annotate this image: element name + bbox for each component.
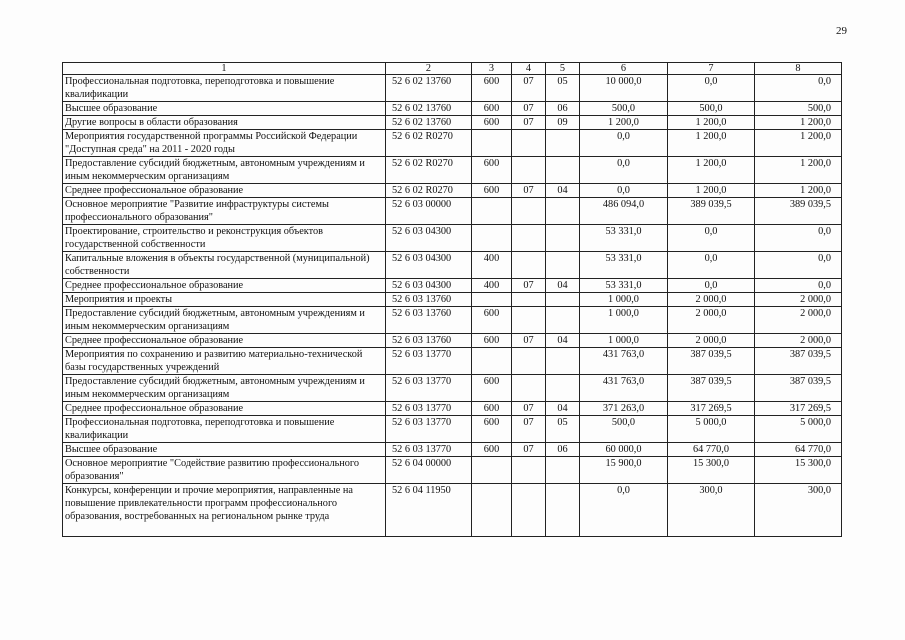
row-col7-cell: 1 200,0: [668, 116, 755, 130]
row-col8-cell: 0,0: [755, 225, 842, 252]
table-row: [63, 293, 842, 307]
row-col8-cell: 1 200,0: [755, 157, 842, 184]
row-col5-cell: 05: [546, 75, 580, 102]
row-col6-cell: 53 331,0: [580, 279, 668, 293]
row-col7-cell: 2 000,0: [668, 307, 755, 334]
row-name-cell: Капитальные вложения в объекты государственной (муниципальной) собственности: [63, 252, 386, 279]
row-col8-cell: 0,0: [755, 75, 842, 102]
row-col5-cell: 06: [546, 443, 580, 457]
row-col3-cell: 600: [472, 402, 512, 416]
row-name-cell: Конкурсы, конференции и прочие мероприятия, направленные на повышение привлекательности программ профессионального образования, востребованных на региональном рынке труда: [63, 484, 386, 537]
row-col6-cell: 371 263,0: [580, 402, 668, 416]
row-col4-cell: 07: [512, 334, 546, 348]
row-col3-cell: [472, 293, 512, 307]
row-col8-cell: 0,0: [755, 279, 842, 293]
table-row: [63, 157, 842, 184]
row-col3-cell: [472, 348, 512, 375]
row-col3-cell: [472, 484, 512, 537]
row-col6-cell: 53 331,0: [580, 225, 668, 252]
row-col5-cell: [546, 457, 580, 484]
table-row: [63, 416, 842, 443]
row-col8-cell: 1 200,0: [755, 130, 842, 157]
row-col4-cell: [512, 484, 546, 537]
row-name-cell: Мероприятия по сохранению и развитию материально-технической базы государственных учреждений: [63, 348, 386, 375]
row-col8-cell: 387 039,5: [755, 348, 842, 375]
row-col5-cell: 04: [546, 279, 580, 293]
row-col4-cell: [512, 457, 546, 484]
row-col4-cell: [512, 307, 546, 334]
row-col5-cell: 05: [546, 416, 580, 443]
row-name-cell: Предоставление субсидий бюджетным, автономным учреждениям и иным некоммерческим организациям: [63, 375, 386, 402]
header-cell-6: 6: [580, 63, 668, 75]
row-code-cell: 52 6 03 13770: [386, 348, 472, 375]
row-col7-cell: 387 039,5: [668, 375, 755, 402]
row-col5-cell: [546, 198, 580, 225]
row-col6-cell: 0,0: [580, 484, 668, 537]
row-col6-cell: 0,0: [580, 130, 668, 157]
row-col8-cell: 2 000,0: [755, 307, 842, 334]
row-code-cell: 52 6 02 13760: [386, 116, 472, 130]
row-col3-cell: 600: [472, 116, 512, 130]
row-col3-cell: 600: [472, 75, 512, 102]
row-col3-cell: 600: [472, 307, 512, 334]
row-code-cell: 52 6 02 R0270: [386, 184, 472, 198]
header-cell-2: 2: [386, 63, 472, 75]
row-code-cell: 52 6 02 13760: [386, 75, 472, 102]
row-col5-cell: [546, 484, 580, 537]
row-code-cell: 52 6 04 11950: [386, 484, 472, 537]
table-body: [63, 75, 842, 537]
row-col3-cell: 400: [472, 252, 512, 279]
row-col7-cell: 0,0: [668, 279, 755, 293]
row-col7-cell: 1 200,0: [668, 130, 755, 157]
row-col6-cell: 53 331,0: [580, 252, 668, 279]
table-row: [63, 484, 842, 537]
table-row: [63, 402, 842, 416]
row-name-cell: Среднее профессиональное образование: [63, 184, 386, 198]
row-col4-cell: 07: [512, 416, 546, 443]
table-row: [63, 334, 842, 348]
row-code-cell: 52 6 03 00000: [386, 198, 472, 225]
row-code-cell: 52 6 03 13770: [386, 416, 472, 443]
row-col5-cell: [546, 375, 580, 402]
row-name-cell: Основное мероприятие "Содействие развитию профессионального образования": [63, 457, 386, 484]
row-col4-cell: 07: [512, 402, 546, 416]
table-row: [63, 130, 842, 157]
header-row: [63, 63, 842, 75]
row-col6-cell: 0,0: [580, 184, 668, 198]
row-col7-cell: 1 200,0: [668, 184, 755, 198]
row-code-cell: 52 6 03 04300: [386, 279, 472, 293]
row-name-cell: Мероприятия государственной программы Российской Федерации "Доступная среда" на 2011 - 2020 годы: [63, 130, 386, 157]
header-cell-1: 1: [63, 63, 386, 75]
row-col3-cell: 600: [472, 443, 512, 457]
table-row: [63, 198, 842, 225]
row-col7-cell: 500,0: [668, 102, 755, 116]
budget-table-wrapper: [62, 62, 842, 537]
row-col4-cell: [512, 157, 546, 184]
row-col6-cell: 0,0: [580, 157, 668, 184]
row-col8-cell: 64 770,0: [755, 443, 842, 457]
row-col7-cell: 64 770,0: [668, 443, 755, 457]
row-col3-cell: 600: [472, 184, 512, 198]
row-col6-cell: 500,0: [580, 416, 668, 443]
table-row: [63, 225, 842, 252]
table-row: [63, 75, 842, 102]
row-col7-cell: 317 269,5: [668, 402, 755, 416]
row-col7-cell: 0,0: [668, 75, 755, 102]
row-code-cell: 52 6 03 13760: [386, 334, 472, 348]
row-col7-cell: 2 000,0: [668, 334, 755, 348]
row-code-cell: 52 6 03 13770: [386, 443, 472, 457]
row-col6-cell: 500,0: [580, 102, 668, 116]
row-col3-cell: 400: [472, 279, 512, 293]
row-col4-cell: [512, 225, 546, 252]
header-cell-3: 3: [472, 63, 512, 75]
row-col7-cell: 0,0: [668, 252, 755, 279]
table-row: [63, 102, 842, 116]
row-col5-cell: [546, 157, 580, 184]
row-col8-cell: 317 269,5: [755, 402, 842, 416]
row-col8-cell: 1 200,0: [755, 184, 842, 198]
row-col6-cell: 15 900,0: [580, 457, 668, 484]
row-col3-cell: 600: [472, 102, 512, 116]
row-col7-cell: 0,0: [668, 225, 755, 252]
row-col8-cell: 15 300,0: [755, 457, 842, 484]
row-col7-cell: 1 200,0: [668, 157, 755, 184]
row-name-cell: Другие вопросы в области образования: [63, 116, 386, 130]
table-row: [63, 252, 842, 279]
row-col3-cell: 600: [472, 334, 512, 348]
row-name-cell: Высшее образование: [63, 443, 386, 457]
row-col4-cell: [512, 293, 546, 307]
row-col4-cell: [512, 130, 546, 157]
row-col5-cell: 04: [546, 184, 580, 198]
row-col6-cell: 1 000,0: [580, 334, 668, 348]
row-col5-cell: 04: [546, 402, 580, 416]
row-code-cell: 52 6 02 R0270: [386, 157, 472, 184]
row-col8-cell: 300,0: [755, 484, 842, 537]
table-row: [63, 443, 842, 457]
row-name-cell: Высшее образование: [63, 102, 386, 116]
page-number: 29: [836, 25, 847, 37]
row-col6-cell: 486 094,0: [580, 198, 668, 225]
row-col4-cell: 07: [512, 102, 546, 116]
header-cell-8: 8: [755, 63, 842, 75]
header-cell-5: 5: [546, 63, 580, 75]
row-col8-cell: 389 039,5: [755, 198, 842, 225]
row-name-cell: Профессиональная подготовка, переподготовка и повышение квалификации: [63, 416, 386, 443]
table-row: [63, 116, 842, 130]
row-col3-cell: [472, 457, 512, 484]
table-row: [63, 348, 842, 375]
row-code-cell: 52 6 02 13760: [386, 102, 472, 116]
row-code-cell: 52 6 02 R0270: [386, 130, 472, 157]
row-col6-cell: 431 763,0: [580, 348, 668, 375]
row-name-cell: Проектирование, строительство и реконструкция объектов государственной собственности: [63, 225, 386, 252]
table-row: [63, 307, 842, 334]
row-code-cell: 52 6 03 04300: [386, 252, 472, 279]
row-col4-cell: 07: [512, 184, 546, 198]
row-col4-cell: [512, 348, 546, 375]
row-col7-cell: 15 300,0: [668, 457, 755, 484]
row-col5-cell: [546, 348, 580, 375]
row-col8-cell: 2 000,0: [755, 293, 842, 307]
table-row: [63, 457, 842, 484]
row-code-cell: 52 6 03 04300: [386, 225, 472, 252]
row-col3-cell: [472, 198, 512, 225]
table-row: [63, 184, 842, 198]
row-name-cell: Предоставление субсидий бюджетным, автономным учреждениям и иным некоммерческим организациям: [63, 157, 386, 184]
row-col3-cell: 600: [472, 157, 512, 184]
row-col5-cell: 06: [546, 102, 580, 116]
row-col4-cell: [512, 198, 546, 225]
row-col6-cell: 431 763,0: [580, 375, 668, 402]
row-col5-cell: [546, 307, 580, 334]
row-col5-cell: 04: [546, 334, 580, 348]
row-col6-cell: 1 000,0: [580, 307, 668, 334]
row-col4-cell: 07: [512, 279, 546, 293]
row-col6-cell: 1 000,0: [580, 293, 668, 307]
row-col6-cell: 60 000,0: [580, 443, 668, 457]
row-col4-cell: [512, 375, 546, 402]
row-col8-cell: 1 200,0: [755, 116, 842, 130]
row-col7-cell: 387 039,5: [668, 348, 755, 375]
row-code-cell: 52 6 04 00000: [386, 457, 472, 484]
row-name-cell: Среднее профессиональное образование: [63, 402, 386, 416]
row-col5-cell: [546, 293, 580, 307]
row-col8-cell: 2 000,0: [755, 334, 842, 348]
row-code-cell: 52 6 03 13770: [386, 402, 472, 416]
row-name-cell: Среднее профессиональное образование: [63, 279, 386, 293]
budget-table: [62, 62, 842, 537]
row-col5-cell: [546, 225, 580, 252]
row-col7-cell: 300,0: [668, 484, 755, 537]
row-name-cell: Основное мероприятие "Развитие инфраструктуры системы профессионального образования": [63, 198, 386, 225]
row-code-cell: 52 6 03 13760: [386, 307, 472, 334]
row-col8-cell: 0,0: [755, 252, 842, 279]
row-col8-cell: 387 039,5: [755, 375, 842, 402]
row-name-cell: Профессиональная подготовка, переподготовка и повышение квалификации: [63, 75, 386, 102]
row-name-cell: Среднее профессиональное образование: [63, 334, 386, 348]
row-col5-cell: 09: [546, 116, 580, 130]
row-col8-cell: 500,0: [755, 102, 842, 116]
table-row: [63, 375, 842, 402]
row-col4-cell: 07: [512, 116, 546, 130]
row-col6-cell: 1 200,0: [580, 116, 668, 130]
row-col3-cell: [472, 225, 512, 252]
row-col3-cell: 600: [472, 416, 512, 443]
row-col3-cell: 600: [472, 375, 512, 402]
row-col7-cell: 5 000,0: [668, 416, 755, 443]
row-name-cell: Предоставление субсидий бюджетным, автономным учреждениям и иным некоммерческим организациям: [63, 307, 386, 334]
row-col4-cell: [512, 252, 546, 279]
row-col5-cell: [546, 130, 580, 157]
header-cell-7: 7: [668, 63, 755, 75]
row-name-cell: Мероприятия и проекты: [63, 293, 386, 307]
row-col6-cell: 10 000,0: [580, 75, 668, 102]
row-col8-cell: 5 000,0: [755, 416, 842, 443]
row-col3-cell: [472, 130, 512, 157]
row-code-cell: 52 6 03 13770: [386, 375, 472, 402]
table-row: [63, 279, 842, 293]
row-col7-cell: 389 039,5: [668, 198, 755, 225]
row-col7-cell: 2 000,0: [668, 293, 755, 307]
row-col4-cell: 07: [512, 75, 546, 102]
row-col5-cell: [546, 252, 580, 279]
header-cell-4: 4: [512, 63, 546, 75]
row-code-cell: 52 6 03 13760: [386, 293, 472, 307]
row-col4-cell: 07: [512, 443, 546, 457]
